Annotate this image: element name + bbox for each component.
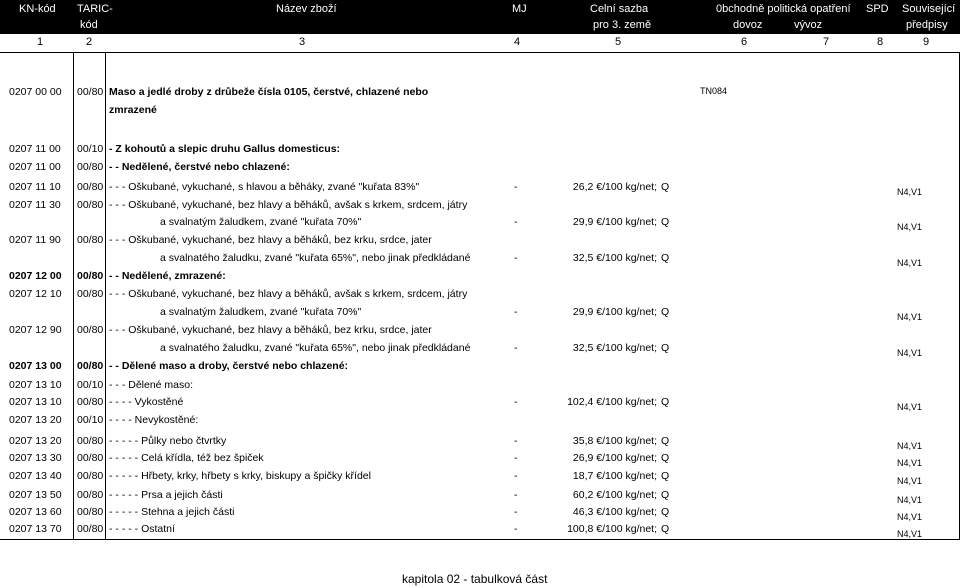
- goods-name: - - Nedělené, zmrazené:: [109, 270, 226, 282]
- taric-code: 00/80: [77, 161, 104, 173]
- unit: -: [514, 452, 518, 464]
- unit: -: [514, 216, 518, 228]
- goods-name: zmrazené: [109, 104, 157, 116]
- table-row: [0, 101, 960, 119]
- kn-code: 0207 13 10: [9, 396, 62, 408]
- related-regulations: N4,V1: [897, 476, 923, 486]
- kn-code: 0207 11 00: [9, 143, 61, 155]
- table-row: [0, 321, 960, 339]
- duty-rate: 18,7 €/100 kg/net;: [572, 470, 657, 482]
- header-spd: SPD: [866, 3, 889, 15]
- taric-code: 00/80: [77, 199, 104, 211]
- header-kn-kod: KN-kód: [19, 3, 56, 15]
- related-regulations: N4,V1: [897, 187, 923, 197]
- unit: -: [514, 306, 518, 318]
- goods-name: - - - - - Hřbety, krky, hřbety s krky, biskupy a špičky křídel: [109, 470, 371, 482]
- taric-code: 00/80: [77, 360, 104, 372]
- goods-name: - - - - - Prsa a jejich části: [109, 489, 223, 501]
- column-number-row: [0, 34, 960, 51]
- duty-rate: 32,5 €/100 kg/net;: [572, 252, 657, 264]
- taric-code: 00/10: [77, 143, 104, 155]
- header-nazev-zbozi: Název zboží: [276, 3, 337, 15]
- taric-code: 00/10: [77, 414, 104, 426]
- col-num-4: 4: [514, 36, 521, 48]
- unit: -: [514, 470, 518, 482]
- goods-name: - - Nedělené, čerstvé nebo chlazené:: [109, 161, 290, 173]
- table-row: [0, 503, 960, 521]
- table-row: [0, 196, 960, 214]
- goods-name: - - - - - Půlky nebo čtvrtky: [109, 435, 227, 447]
- header-taric: TARIC-: [77, 3, 113, 15]
- taric-code: 00/80: [77, 181, 104, 193]
- header-souvisejici: Související: [902, 3, 956, 15]
- taric-code: 00/80: [77, 270, 104, 282]
- unit: -: [514, 342, 518, 354]
- table-row: [0, 231, 960, 249]
- related-regulations: N4,V1: [897, 222, 923, 232]
- kn-code: 0207 00 00: [9, 86, 62, 98]
- goods-name: a svalnatého žaludku, zvané "kuřata 65%", nebo jinak předkládané: [160, 252, 471, 264]
- duty-rate: 32,5 €/100 kg/net;: [572, 342, 657, 354]
- duty-rate: 35,8 €/100 kg/net;: [572, 435, 657, 447]
- unit: -: [514, 181, 518, 193]
- duty-rate: 26,9 €/100 kg/net;: [572, 452, 657, 464]
- table-row: [0, 303, 960, 321]
- col-num-2: 2: [86, 36, 93, 48]
- table-row: [0, 411, 960, 429]
- taric-code: 00/80: [77, 435, 104, 447]
- table-row: [0, 83, 960, 101]
- unit: -: [514, 489, 518, 501]
- col-num-9: 9: [923, 36, 930, 48]
- goods-name: - - - - Vykostěné: [109, 396, 184, 408]
- col-num-1: 1: [37, 36, 44, 48]
- taric-code: 00/80: [77, 523, 104, 535]
- kn-code: 0207 12 90: [9, 324, 62, 336]
- kn-code: 0207 13 50: [9, 489, 62, 501]
- divider-top: [0, 52, 960, 53]
- kn-code: 0207 13 10: [9, 379, 62, 391]
- kn-code: 0207 11 10: [9, 181, 61, 193]
- kn-code: 0207 13 20: [9, 414, 62, 426]
- header-predpisy: předpisy: [906, 19, 948, 31]
- table-row: [0, 213, 960, 231]
- table-row: [0, 178, 960, 196]
- kn-code: 0207 12 00: [9, 270, 62, 282]
- table-row: [0, 449, 960, 467]
- goods-name: - - Dělené maso a droby, čerstvé nebo chlazené:: [109, 360, 349, 372]
- related-regulations: N4,V1: [897, 441, 923, 451]
- quota-flag: Q: [661, 181, 670, 193]
- goods-name: a svalnatým žaludkem, zvané "kuřata 70%": [160, 306, 362, 318]
- taric-code: 00/10: [77, 379, 104, 391]
- table-row: [0, 249, 960, 267]
- related-regulations: N4,V1: [897, 512, 923, 522]
- quota-flag: Q: [661, 452, 670, 464]
- related-regulations: N4,V1: [897, 312, 923, 322]
- quota-flag: Q: [661, 435, 670, 447]
- table-row: [0, 432, 960, 450]
- kn-code: 0207 11 00: [9, 161, 61, 173]
- goods-name: - - - Oškubané, vykuchané, bez hlavy a běháků, avšak s krkem, srdcem, játry: [109, 199, 468, 211]
- kn-code: 0207 12 10: [9, 288, 62, 300]
- table-row: [0, 267, 960, 285]
- table-row: [0, 393, 960, 411]
- header-vyvoz: vývoz: [794, 19, 823, 31]
- related-regulations: N4,V1: [897, 348, 923, 358]
- col-num-6: 6: [741, 36, 748, 48]
- taric-code: 00/80: [77, 396, 104, 408]
- goods-name: - - - Oškubané, vykuchané, bez hlavy a běháků, bez krku, srdce, jater: [109, 234, 432, 246]
- measure-code: TN084: [700, 86, 728, 96]
- duty-rate: 102,4 €/100 kg/net;: [567, 396, 657, 408]
- taric-code: 00/80: [77, 86, 104, 98]
- duty-rate: 29,9 €/100 kg/net;: [572, 306, 657, 318]
- goods-name: - - - Dělené maso:: [109, 379, 194, 391]
- quota-flag: Q: [661, 252, 670, 264]
- goods-name: - - - - Nevykostěné:: [109, 414, 199, 426]
- taric-code: 00/80: [77, 506, 104, 518]
- duty-rate: 60,2 €/100 kg/net;: [572, 489, 657, 501]
- header-dovoz: dovoz: [733, 19, 763, 31]
- kn-code: 0207 13 60: [9, 506, 62, 518]
- taric-code: 00/80: [77, 234, 104, 246]
- table-row: [0, 285, 960, 303]
- goods-name: - - - - - Ostatní: [109, 523, 175, 535]
- divider-bottom: [0, 539, 960, 540]
- taric-code: 00/80: [77, 452, 104, 464]
- goods-name: - - - Oškubané, vykuchané, bez hlavy a běháků, avšak s krkem, srdcem, játry: [109, 288, 468, 300]
- unit: -: [514, 396, 518, 408]
- table-row: [0, 467, 960, 485]
- col-num-5: 5: [615, 36, 622, 48]
- table-row: [0, 520, 960, 538]
- quota-flag: Q: [661, 306, 670, 318]
- related-regulations: N4,V1: [897, 402, 923, 412]
- goods-name: a svalnatého žaludku, zvané "kuřata 65%", nebo jinak předkládané: [160, 342, 471, 354]
- taric-code: 00/80: [77, 288, 104, 300]
- table-row: [0, 376, 960, 394]
- related-regulations: N4,V1: [897, 258, 923, 268]
- kn-code: 0207 11 30: [9, 199, 61, 211]
- col-num-8: 8: [877, 36, 884, 48]
- taric-code: 00/80: [77, 470, 104, 482]
- kn-code: 0207 13 30: [9, 452, 62, 464]
- header-obchodne-politicka: 0bchodně politická opatření: [716, 3, 851, 15]
- related-regulations: N4,V1: [897, 495, 923, 505]
- duty-rate: 100,8 €/100 kg/net;: [567, 523, 657, 535]
- goods-name: a svalnatým žaludkem, zvané "kuřata 70%": [160, 216, 362, 228]
- header-celni-sazba: Celní sazba: [590, 3, 649, 15]
- taric-code: 00/80: [77, 489, 104, 501]
- unit: -: [514, 523, 518, 535]
- table-row: [0, 357, 960, 375]
- header-pro-3-zeme: pro 3. země: [593, 19, 652, 31]
- col-num-7: 7: [823, 36, 830, 48]
- goods-name: Maso a jedlé droby z drůbeže čísla 0105, čerstvé, chlazené nebo: [109, 86, 429, 98]
- table-row: [0, 339, 960, 357]
- goods-name: - - - Oškubané, vykuchané, bez hlavy a běháků, bez krku, srdce, jater: [109, 324, 432, 336]
- quota-flag: Q: [661, 489, 670, 501]
- quota-flag: Q: [661, 342, 670, 354]
- kn-code: 0207 13 00: [9, 360, 62, 372]
- kn-code: 0207 11 90: [9, 234, 61, 246]
- table-row: [0, 140, 960, 158]
- goods-name: - Z kohoutů a slepic druhu Gallus domesticus:: [109, 143, 341, 155]
- table-header: [0, 0, 960, 34]
- taric-code: 00/80: [77, 324, 104, 336]
- goods-name: - - - Oškubané, vykuchané, s hlavou a běháky, zvané "kuřata 83%": [109, 181, 420, 193]
- duty-rate: 29,9 €/100 kg/net;: [572, 216, 657, 228]
- goods-name: - - - - - Stehna a jejich části: [109, 506, 235, 518]
- related-regulations: N4,V1: [897, 458, 923, 468]
- header-mj: MJ: [512, 3, 527, 15]
- header-kod: kód: [80, 19, 98, 31]
- related-regulations: N4,V1: [897, 529, 923, 539]
- unit: -: [514, 506, 518, 518]
- goods-name: - - - - - Celá křídla, též bez špiček: [109, 452, 264, 464]
- quota-flag: Q: [661, 523, 670, 535]
- kn-code: 0207 13 70: [9, 523, 62, 535]
- unit: -: [514, 435, 518, 447]
- table-row: [0, 158, 960, 176]
- kn-code: 0207 13 20: [9, 435, 62, 447]
- col-num-3: 3: [299, 36, 306, 48]
- kn-code: 0207 13 40: [9, 470, 62, 482]
- duty-rate: 46,3 €/100 kg/net;: [572, 506, 657, 518]
- table-row: [0, 486, 960, 504]
- quota-flag: Q: [661, 506, 670, 518]
- quota-flag: Q: [661, 216, 670, 228]
- quota-flag: Q: [661, 470, 670, 482]
- quota-flag: Q: [661, 396, 670, 408]
- page-footer: kapitola 02 - tabulková část: [402, 572, 548, 586]
- unit: -: [514, 252, 518, 264]
- duty-rate: 26,2 €/100 kg/net;: [572, 181, 657, 193]
